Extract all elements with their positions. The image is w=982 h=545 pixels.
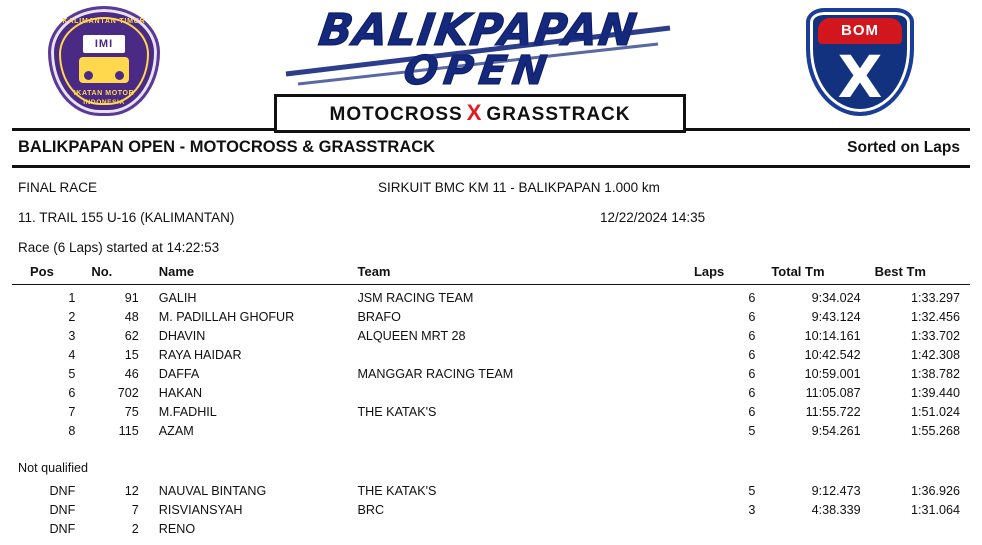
kti-bottom-label-2: INDONESIA bbox=[83, 99, 125, 106]
table-row[interactable] bbox=[12, 519, 970, 538]
column-header-team: Team bbox=[357, 264, 693, 285]
table-spacer bbox=[12, 441, 970, 457]
kti-top-label: KALIMANTAN TIMUR bbox=[62, 18, 146, 25]
race-meta bbox=[12, 168, 970, 254]
cell-total-time: 10:42.542 bbox=[804, 348, 861, 362]
cell-team: BRC bbox=[357, 502, 385, 517]
race-start-label: Race (6 Laps) started at 14:22:53 bbox=[18, 240, 220, 255]
cell-laps: 6 bbox=[748, 291, 756, 305]
page-title: BALIKPAPAN OPEN - MOTOCROSS & GRASSTRACK bbox=[18, 138, 436, 156]
cell-best-time: 1:33.702 bbox=[910, 329, 960, 343]
table-row[interactable] bbox=[12, 479, 970, 501]
cell-no: 91 bbox=[124, 291, 139, 305]
not-qualified-group-header bbox=[12, 457, 970, 479]
cell-total-time: 9:12.473 bbox=[811, 483, 861, 498]
cell-best-time: 1:42.308 bbox=[910, 348, 960, 362]
cell-team: ALQUEEN MRT 28 bbox=[357, 329, 466, 343]
cell-laps: 5 bbox=[748, 424, 756, 438]
discipline-x-icon: X bbox=[466, 100, 483, 125]
discipline-grasstrack: GRASSTRACK bbox=[486, 104, 631, 125]
cell-name: RAYA HAIDAR bbox=[158, 348, 242, 362]
meta-row-start bbox=[18, 240, 964, 255]
title-bar bbox=[12, 131, 970, 165]
table-row[interactable] bbox=[12, 422, 970, 441]
cell-pos: 6 bbox=[68, 386, 76, 400]
motorcycle-icon bbox=[79, 57, 129, 83]
cell-best-time: 1:31.064 bbox=[910, 502, 960, 517]
column-header-no: No. bbox=[87, 264, 152, 285]
cell-team: BRAFO bbox=[357, 310, 401, 324]
cell-laps bbox=[694, 519, 771, 538]
bom-shield-shape bbox=[806, 8, 914, 116]
cell-name: AZAM bbox=[158, 424, 194, 438]
cell-pos: 5 bbox=[68, 367, 76, 381]
cell-total-time: 9:34.024 bbox=[811, 291, 861, 305]
cell-name: M.FADHIL bbox=[158, 405, 217, 419]
cell-name: M. PADILLAH GHOFUR bbox=[158, 310, 295, 324]
cell-laps: 6 bbox=[748, 348, 756, 362]
cell-best-time: 1:33.297 bbox=[910, 291, 960, 305]
cell-no: 12 bbox=[124, 483, 139, 498]
table-row[interactable] bbox=[12, 384, 970, 403]
event-wordmark bbox=[268, 5, 688, 125]
cell-total-time: 11:05.087 bbox=[805, 386, 861, 400]
cell-name: RENO bbox=[158, 521, 196, 536]
cell-total-time: 9:54.261 bbox=[811, 424, 861, 438]
table-row[interactable] bbox=[12, 346, 970, 365]
cell-best-time: 1:32.456 bbox=[910, 310, 960, 324]
cell-laps: 5 bbox=[748, 483, 756, 498]
cell-total-time: 4:38.339 bbox=[811, 502, 861, 517]
cell-pos: 1 bbox=[68, 291, 76, 305]
cell-laps: 6 bbox=[748, 386, 756, 400]
cell-best-time bbox=[875, 519, 970, 538]
discipline-banner bbox=[274, 94, 686, 133]
cell-team bbox=[357, 519, 693, 538]
cell-no: 115 bbox=[118, 424, 139, 438]
cell-team: MANGGAR RACING TEAM bbox=[357, 367, 514, 381]
column-header-pos: Pos bbox=[12, 264, 87, 285]
cell-laps: 6 bbox=[748, 329, 756, 343]
race-stage-label: FINAL RACE bbox=[18, 180, 98, 195]
class-label: 11. TRAIL 155 U-16 (KALIMANTAN) bbox=[18, 210, 235, 225]
cell-laps: 6 bbox=[748, 367, 756, 381]
column-header-name: Name bbox=[153, 264, 358, 285]
cell-best-time: 1:38.782 bbox=[910, 367, 960, 381]
cell-name: DHAVIN bbox=[158, 329, 206, 343]
cell-team: JSM RACING TEAM bbox=[357, 291, 474, 305]
cell-best-time: 1:39.440 bbox=[910, 386, 960, 400]
table-row[interactable] bbox=[12, 403, 970, 422]
wordmark-line-1: BALIKPAPAN bbox=[315, 5, 641, 56]
cell-name: RISVIANSYAH bbox=[158, 502, 243, 517]
cell-pos: 2 bbox=[68, 310, 76, 324]
cell-laps: 3 bbox=[748, 502, 756, 517]
cell-name: DAFFA bbox=[158, 367, 200, 381]
cell-total-time: 11:55.722 bbox=[805, 405, 861, 419]
circuit-label: SIRKUIT BMC KM 11 - BALIKPAPAN 1.000 km bbox=[378, 180, 660, 195]
cell-total-time: 10:14.161 bbox=[804, 329, 861, 343]
cell-pos: DNF bbox=[49, 502, 76, 517]
cell-best-time: 1:55.268 bbox=[910, 424, 960, 438]
cell-total-time: 10:59.001 bbox=[804, 367, 861, 381]
cell-total-time: 9:43.124 bbox=[811, 310, 861, 324]
results-table-head bbox=[12, 264, 970, 285]
cell-no: 702 bbox=[117, 386, 139, 400]
timestamp-label: 12/22/2024 14:35 bbox=[600, 210, 706, 225]
cell-pos: 7 bbox=[68, 405, 76, 419]
table-row[interactable] bbox=[12, 327, 970, 346]
cell-name: HAKAN bbox=[158, 386, 203, 400]
cell-no: 15 bbox=[124, 348, 139, 362]
wordmark-line-2: OPEN bbox=[400, 48, 556, 94]
cell-pos: DNF bbox=[49, 521, 76, 536]
table-row[interactable] bbox=[12, 365, 970, 384]
cell-team bbox=[357, 422, 693, 441]
cell-pos: 3 bbox=[68, 329, 76, 343]
results-table bbox=[12, 264, 970, 538]
cell-total-time bbox=[771, 519, 874, 538]
header-banner bbox=[0, 0, 982, 128]
cell-laps: 6 bbox=[748, 310, 756, 324]
kti-bottom-label: IKATAN MOTOR bbox=[73, 90, 135, 97]
table-header-row bbox=[12, 264, 970, 285]
meta-row-class bbox=[18, 210, 964, 225]
meta-row-stage bbox=[18, 180, 964, 195]
cell-no: 7 bbox=[131, 502, 139, 517]
discipline-motocross: MOTOCROSS bbox=[329, 104, 463, 125]
table-row[interactable] bbox=[12, 308, 970, 327]
column-header-best-time: Best Tm bbox=[875, 264, 970, 285]
cell-pos: 8 bbox=[68, 424, 76, 438]
cell-name: GALIH bbox=[158, 291, 197, 305]
kalimantan-timur-imi-logo bbox=[48, 6, 160, 116]
cell-no: 62 bbox=[124, 329, 139, 343]
table-spacer-cell bbox=[12, 441, 970, 457]
column-header-total-time: Total Tm bbox=[771, 264, 874, 285]
cell-best-time: 1:36.926 bbox=[910, 483, 960, 498]
bom-label: BOM bbox=[818, 18, 902, 44]
cell-no: 2 bbox=[131, 521, 139, 536]
cell-no: 48 bbox=[124, 310, 139, 324]
imi-badge: IMI bbox=[83, 35, 125, 53]
column-header-laps: Laps bbox=[694, 264, 771, 285]
cell-best-time: 1:51.024 bbox=[910, 405, 960, 419]
cell-no: 75 bbox=[124, 405, 139, 419]
shield-shape bbox=[48, 6, 160, 116]
cell-team bbox=[357, 384, 693, 403]
cell-laps: 6 bbox=[748, 405, 756, 419]
table-row[interactable] bbox=[12, 500, 970, 519]
cell-no: 46 bbox=[124, 367, 139, 381]
cell-pos: 4 bbox=[68, 348, 76, 362]
results-table-body bbox=[12, 285, 970, 539]
cell-team bbox=[357, 346, 693, 365]
table-row[interactable] bbox=[12, 285, 970, 308]
sort-indicator: Sorted on Laps bbox=[847, 139, 960, 156]
cell-name: NAUVAL BINTANG bbox=[158, 483, 267, 498]
bom-shield-logo bbox=[806, 8, 914, 116]
cell-team: THE KATAK'S bbox=[357, 405, 437, 419]
bom-x-mark: X bbox=[837, 43, 883, 111]
results-table-wrapper bbox=[12, 264, 970, 538]
cell-team: THE KATAK'S bbox=[357, 483, 437, 498]
not-qualified-label: Not qualified bbox=[18, 460, 89, 475]
cell-pos: DNF bbox=[49, 483, 76, 498]
